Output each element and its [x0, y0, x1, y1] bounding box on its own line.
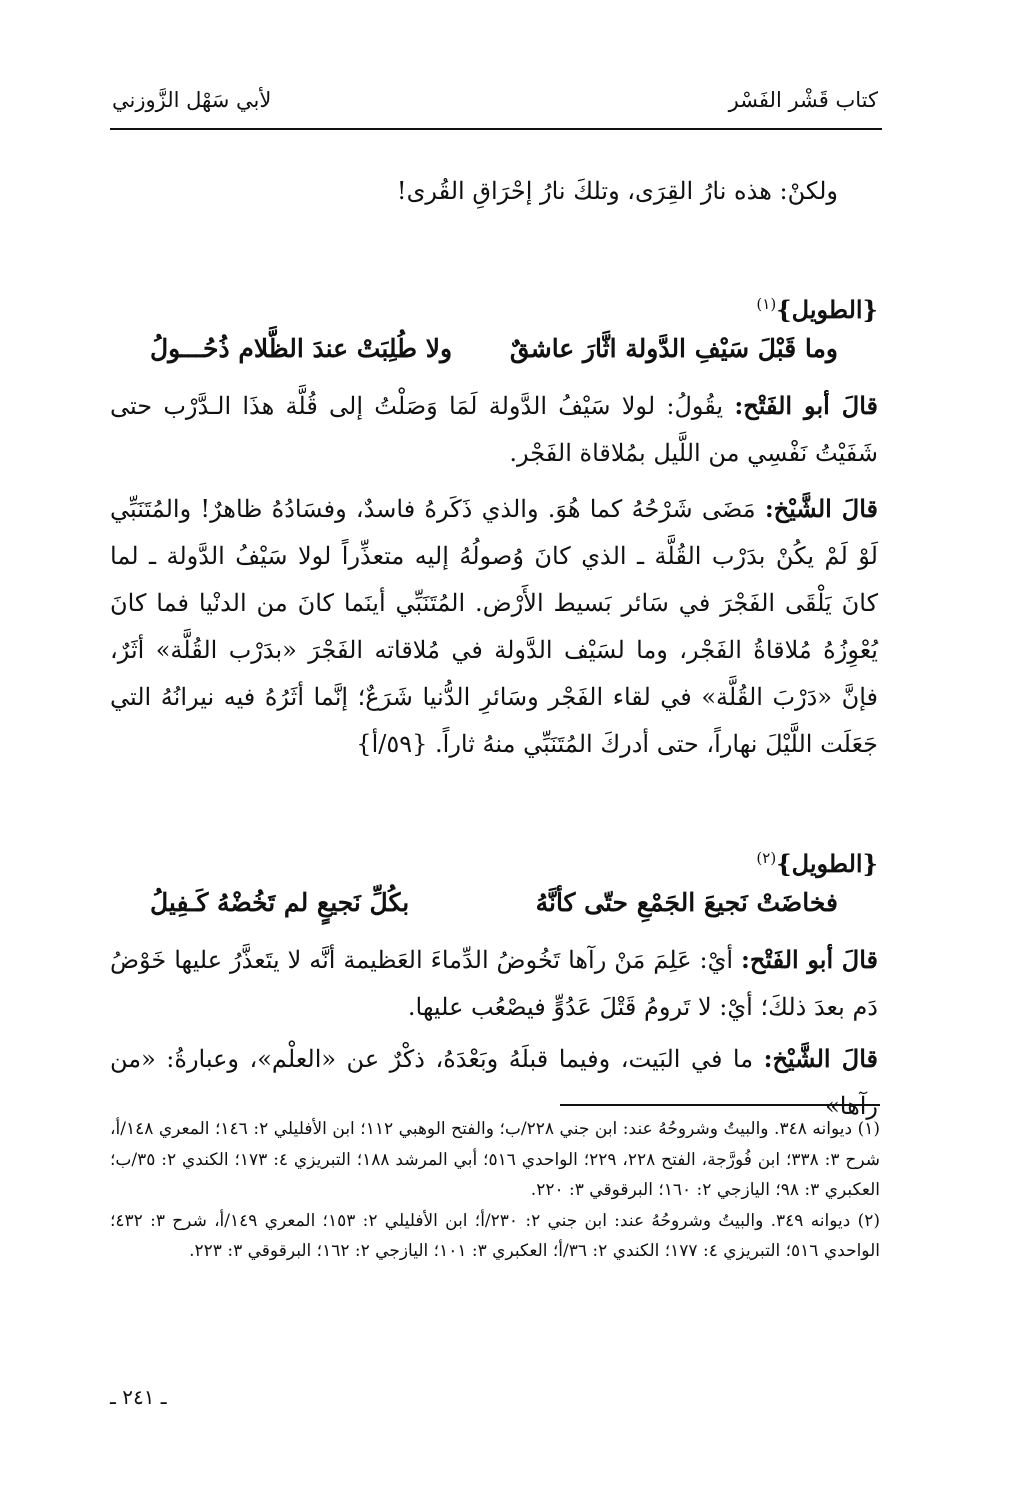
speaker-label: قالَ أبو الفَتْح:	[734, 391, 878, 420]
comment-text: يقُولُ: لولا سَيْفُ الدَّولة لَمَا وَصَلْتُ إلى قُلَّة هذَا الـدَّرْب حتى شَفَيْتُ نَفْسِي من اللَّيل بمُلاقاة الفَجْر.	[110, 392, 878, 467]
header-rule	[110, 128, 882, 130]
verse-first-hemistich: فخاضَتْ نَجيعَ الجَمْعِ حتّى كأنَّهُ	[535, 888, 838, 917]
comment-text: أيْ: عَلِمَ مَنْ رآها تَخُوضُ الدِّماءَ العَظيمة أنَّه لا يتَعذَّرُ عليها خَوْضُ دَم بعدَ ذلكَ؛ أيْ: لا تَرومُ قَتْلَ عَدُوٍّ فيصْعُب عليها.	[110, 946, 878, 1021]
verse-second-hemistich: بكُلِّ نَجيعٍ لم تَخُضْهُ كَـفِيلُ	[150, 888, 410, 917]
speaker-label: قالَ أبو الفَتْح:	[740, 945, 878, 974]
footnote-1: (١) ديوانه ٣٤٨. والبيتُ وشروحُهُ عند: ابن جني ٢٢٨/ب؛ والفتح الوهبي ١١٢؛ ابن الأفليلي ٢: ١٤٦؛ المعري ١٤٨/أ، شرح ٣: ٣٣٨؛ ابن فُورَّجة، الفتح ٢٢٨، ٢٢٩؛ الواحدي ٥١٦؛ أبي المرشد ١٨٨؛ التبريزي ٤: ١٧٣؛ الكندي ٢: ٣٥/ب؛ العكبري ٣: ٩٨؛ اليازجي ٢: ١٦٠؛ البرقوقي ٣: ٢٢٠.	[110, 1119, 880, 1200]
verse-line-1	[110, 330, 878, 380]
entry2-commentary	[110, 936, 878, 1130]
meter-name: {الطويل}	[776, 849, 878, 878]
author-name: لأبي سَهْل الزَّوزني	[112, 88, 272, 112]
meter-label	[110, 838, 878, 884]
abu-alfath-comment	[110, 936, 878, 1031]
entry2-meter-block	[110, 838, 878, 884]
running-header	[112, 82, 878, 122]
footnote-rule	[560, 1104, 880, 1106]
footnote-ref: (٢)	[756, 849, 777, 867]
book-title: كتاب قَشْر الفَسْر	[728, 88, 878, 112]
meter-name: {الطويل}	[776, 295, 878, 324]
verse-first-hemistich: وما قَبْلَ سَيْفِ الدَّولة اثَّارَ عاشقٌ	[509, 334, 838, 363]
comment-text: مَضَى شَرْحُهُ كما هُوَ. والذي ذَكَرهُ فاسدٌ، وفسَادُهُ ظاهرٌ! والمُتَنَبِّي لَوْ لَمْ يكُنْ بدَرْب القُلَّة ـ الذي كانَ وُصولُهُ إليه متعذِّراً لولا سَيْفُ الدَّولة ـ لما كانَ يَلْقَى الفَجْرَ في سَائر بَسيط الأَرْض. المُتَنَبِّي أينَما كانَ من الدنْيا فما كانَ يُعْوِزُهُ مُلاقاةُ الفَجْر، وما لسَيْف الدَّولة في مُلاقاته الفَجْرَ «بدَرْب القُلَّة» أثَرٌ، فإنَّ «دَرْبَ القُلَّة» في لقاء الفَجْر وسَائرِ الدُّنيا شَرَعٌ؛ إنَّما أثَرُهُ فيه نيرانُهُ التي جَعَلَت اللَّيْلَ نهاراً، حتى أدركَ المُتَنَبِّي منهُ ثاراً.	[110, 495, 878, 758]
meter-label	[110, 284, 878, 330]
entry1-meter-block	[110, 284, 878, 330]
verse-line-2	[110, 884, 878, 934]
speaker-label: قالَ الشَّيْخ:	[763, 1044, 878, 1073]
folio-marker: {٥٩/أ}	[356, 730, 428, 758]
verse-second-hemistich: ولا طُلِبَتْ عندَ الظَّلام ذُحُـــولُ	[150, 334, 453, 363]
page-number: ـ ٢٤١ ـ	[110, 1385, 167, 1409]
abu-alfath-comment	[110, 382, 878, 477]
footnote-ref: (١)	[756, 295, 777, 313]
intro-block	[110, 168, 878, 215]
comment-text: ما في البَيت، وفيما قبلَهُ وبَعْدَهُ، ذكْرٌ عن «العلْم»، وعبارةُ: «من رآها»	[110, 1045, 878, 1120]
shaykh-comment	[110, 485, 878, 768]
footnotes	[110, 1114, 880, 1267]
speaker-label: قالَ الشَّيْخ:	[764, 494, 878, 523]
intro-line: ولكنْ: هذه نارُ القِرَى، وتلكَ نارُ إحْرَاقِ القُرى!	[396, 177, 838, 205]
footnote-2: (٢) ديوانه ٣٤٩. والبيتُ وشروحُهُ عند: ابن جني ٢: ٢٣٠/أ؛ ابن الأفليلي ٢: ١٥٣؛ المعري ١٤٩/أ، شرح ٣: ٤٣٢؛ الواحدي ٥١٦؛ التبريزي ٤: ١٧٧؛ الكندي ٢: ٣٦/أ؛ العكبري ٣: ١٠١؛ اليازجي ٢: ١٦٢؛ البرقوقي ٣: ٢٢٣.	[110, 1210, 881, 1261]
entry1-commentary	[110, 382, 878, 768]
